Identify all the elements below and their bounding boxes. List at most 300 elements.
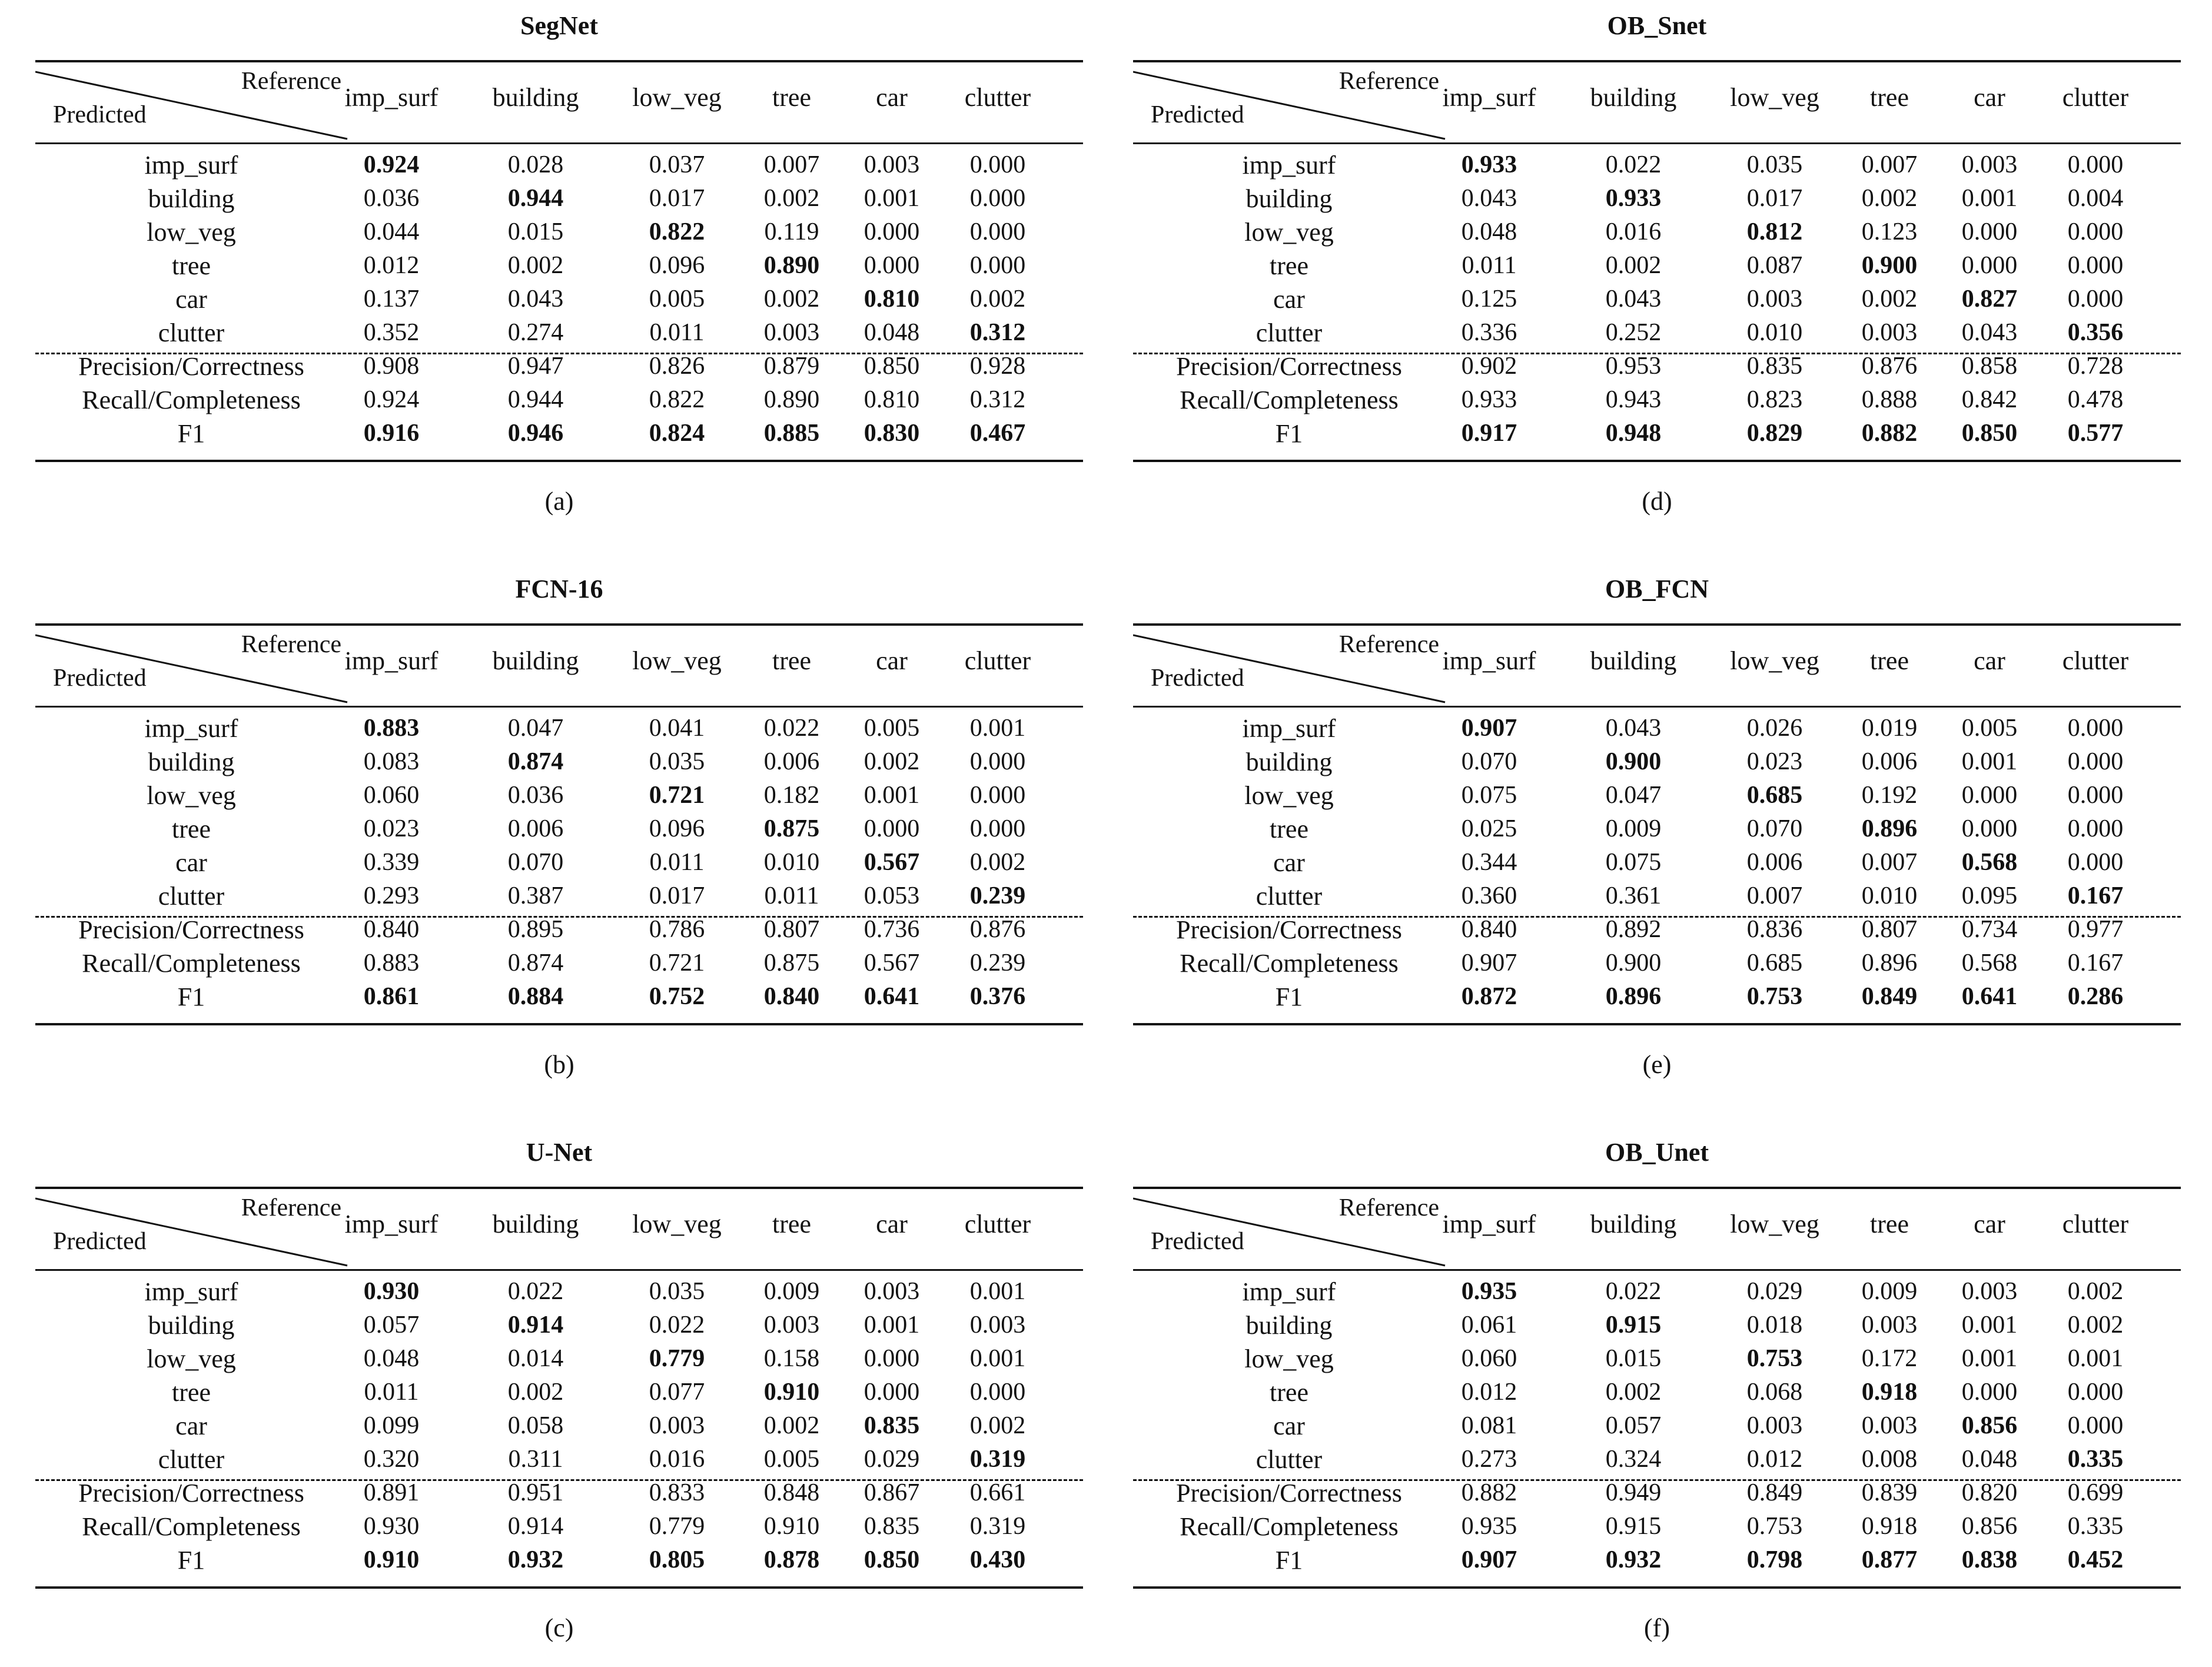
metric-row-label: F1 xyxy=(177,982,205,1011)
table-cell: 0.043 xyxy=(1605,285,1662,313)
table-cell: 0.000 xyxy=(969,151,1026,178)
table-cell: 0.577 xyxy=(2067,420,2124,447)
table-cell: 0.861 xyxy=(363,983,420,1010)
table-cell: 0.004 xyxy=(2067,185,2124,212)
table-cell: 0.002 xyxy=(507,252,564,279)
matrix-row-label: imp_surf xyxy=(144,151,238,180)
header-rule xyxy=(35,142,1083,144)
table-cell: 0.016 xyxy=(1605,218,1662,245)
panel-title: FCN-16 xyxy=(515,575,603,603)
panel-caption: (b) xyxy=(544,1050,574,1079)
table-cell: 0.892 xyxy=(1605,916,1662,943)
panel-caption: (e) xyxy=(1642,1050,1672,1079)
table-cell: 0.025 xyxy=(1461,815,1517,842)
table-cell: 0.835 xyxy=(1746,353,1803,380)
table-cell: 0.043 xyxy=(1605,715,1662,742)
table-cell: 0.335 xyxy=(2067,1513,2124,1540)
table-cell: 0.000 xyxy=(1961,1379,2018,1406)
panel-title: OB_Snet xyxy=(1607,11,1707,40)
panel-caption: (a) xyxy=(544,487,574,516)
table-cell: 0.822 xyxy=(649,218,705,245)
metric-row-label: Recall/Completeness xyxy=(82,386,301,414)
table-cell: 0.850 xyxy=(1961,420,2018,447)
table-cell: 0.807 xyxy=(1861,916,1918,943)
table-cell: 0.000 xyxy=(2067,252,2124,279)
matrix-row-label: car xyxy=(175,285,207,314)
table-cell: 0.779 xyxy=(649,1513,705,1540)
table-cell: 0.933 xyxy=(1461,386,1517,413)
table-cell: 0.099 xyxy=(363,1412,420,1439)
dashed-separator xyxy=(35,1479,1083,1481)
metric-row-label: Recall/Completeness xyxy=(82,1512,301,1541)
column-header: imp_surf xyxy=(344,83,439,112)
metric-row-label: Precision/Correctness xyxy=(1176,915,1402,944)
table-cell: 0.002 xyxy=(863,748,920,775)
table-cell: 0.083 xyxy=(363,748,420,775)
table-cell: 0.006 xyxy=(1746,849,1803,876)
table-cell: 0.016 xyxy=(649,1446,705,1473)
matrix-row-label: low_veg xyxy=(147,1344,236,1373)
table-cell: 0.826 xyxy=(649,353,705,380)
table-cell: 0.002 xyxy=(969,849,1026,876)
table-cell: 0.910 xyxy=(763,1379,820,1406)
panel-title: U-Net xyxy=(526,1138,593,1167)
table-cell: 0.877 xyxy=(1861,1546,1918,1573)
column-header: clutter xyxy=(2062,1210,2129,1238)
matrix-row-label: building xyxy=(148,748,235,776)
column-header: low_veg xyxy=(1730,83,1819,112)
table-cell: 0.882 xyxy=(1861,420,1918,447)
table-cell: 0.001 xyxy=(863,1311,920,1339)
table-cell: 0.856 xyxy=(1961,1513,2018,1540)
table-cell: 0.286 xyxy=(2067,983,2124,1010)
table-cell: 0.011 xyxy=(764,882,819,909)
table-cell: 0.336 xyxy=(1461,319,1517,346)
table-cell: 0.977 xyxy=(2067,916,2124,943)
table-cell: 0.001 xyxy=(1961,1311,2018,1339)
table-cell: 0.002 xyxy=(1861,285,1918,313)
table-cell: 0.721 xyxy=(649,949,705,977)
table-cell: 0.018 xyxy=(1746,1311,1803,1339)
table-cell: 0.452 xyxy=(2067,1546,2124,1573)
table-cell: 0.890 xyxy=(763,386,820,413)
table-cell: 0.878 xyxy=(763,1546,820,1573)
table-cell: 0.037 xyxy=(649,151,705,178)
table-cell: 0.932 xyxy=(1605,1546,1662,1573)
table-cell: 0.058 xyxy=(507,1412,564,1439)
table-cell: 0.001 xyxy=(863,185,920,212)
table-cell: 0.044 xyxy=(363,218,420,245)
table-cell: 0.849 xyxy=(1861,983,1918,1010)
table-cell: 0.000 xyxy=(863,1345,920,1372)
table-cell: 0.000 xyxy=(2067,151,2124,178)
matrix-row-label: clutter xyxy=(1256,1445,1323,1474)
table-cell: 0.883 xyxy=(363,715,420,742)
table-cell: 0.344 xyxy=(1461,849,1517,876)
table-cell: 0.896 xyxy=(1861,815,1918,842)
table-cell: 0.930 xyxy=(363,1278,420,1305)
matrix-row-label: low_veg xyxy=(1244,218,1334,247)
table-cell: 0.914 xyxy=(507,1513,564,1540)
column-header: tree xyxy=(772,83,811,112)
table-cell: 0.002 xyxy=(1605,1379,1662,1406)
table-cell: 0.858 xyxy=(1961,353,2018,380)
table-cell: 0.023 xyxy=(363,815,420,842)
table-cell: 0.003 xyxy=(1961,151,2018,178)
dashed-separator xyxy=(35,916,1083,918)
table-cell: 0.123 xyxy=(1861,218,1918,245)
matrix-row-label: car xyxy=(1273,1412,1305,1440)
table-cell: 0.003 xyxy=(1961,1278,2018,1305)
table-cell: 0.896 xyxy=(1605,983,1662,1010)
table-cell: 0.779 xyxy=(649,1345,705,1372)
predicted-label: Predicted xyxy=(53,101,147,128)
table-cell: 0.012 xyxy=(1461,1379,1517,1406)
table-cell: 0.900 xyxy=(1861,252,1918,279)
table-cell: 0.043 xyxy=(1961,319,2018,346)
bottom-rule xyxy=(1133,460,2181,462)
matrix-row-label: car xyxy=(175,1412,207,1440)
table-cell: 0.360 xyxy=(1461,882,1517,909)
table-cell: 0.734 xyxy=(1961,916,2018,943)
table-cell: 0.000 xyxy=(2067,218,2124,245)
column-header: car xyxy=(876,1210,908,1238)
table-cell: 0.022 xyxy=(507,1278,564,1305)
table-cell: 0.876 xyxy=(969,916,1026,943)
header-rule xyxy=(35,1269,1083,1271)
table-cell: 0.874 xyxy=(507,748,564,775)
table-cell: 0.661 xyxy=(969,1479,1026,1506)
table-panel xyxy=(1133,574,2181,1104)
table-cell: 0.953 xyxy=(1605,353,1662,380)
table-cell: 0.884 xyxy=(507,983,564,1010)
panel-title: SegNet xyxy=(520,11,598,40)
table-cell: 0.827 xyxy=(1961,285,2018,313)
table-cell: 0.095 xyxy=(1961,882,2018,909)
table-cell: 0.068 xyxy=(1746,1379,1803,1406)
table-cell: 0.918 xyxy=(1861,1379,1918,1406)
metric-row-label: Precision/Correctness xyxy=(78,1479,304,1507)
column-header: clutter xyxy=(2062,83,2129,112)
table-cell: 0.335 xyxy=(2067,1446,2124,1473)
table-cell: 0.002 xyxy=(969,285,1026,313)
table-cell: 0.000 xyxy=(2067,285,2124,313)
table-cell: 0.057 xyxy=(363,1311,420,1339)
bottom-rule xyxy=(35,460,1083,462)
table-cell: 0.943 xyxy=(1605,386,1662,413)
table-cell: 0.048 xyxy=(863,319,920,346)
table-cell: 0.006 xyxy=(763,748,820,775)
table-cell: 0.011 xyxy=(1462,252,1517,279)
matrix-row-label: clutter xyxy=(1256,318,1323,347)
table-cell: 0.239 xyxy=(969,882,1026,909)
table-cell: 0.060 xyxy=(1461,1345,1517,1372)
table-cell: 0.946 xyxy=(507,420,564,447)
table-cell: 0.567 xyxy=(863,849,920,876)
table-cell: 0.007 xyxy=(763,151,820,178)
table-cell: 0.000 xyxy=(1961,782,2018,809)
table-cell: 0.125 xyxy=(1461,285,1517,313)
header-rule xyxy=(1133,1269,2181,1271)
table-cell: 0.000 xyxy=(1961,218,2018,245)
dashed-separator xyxy=(1133,353,2181,354)
table-cell: 0.043 xyxy=(507,285,564,313)
column-header: clutter xyxy=(964,1210,1031,1238)
table-cell: 0.011 xyxy=(364,1379,419,1406)
matrix-row-label: imp_surf xyxy=(144,1277,238,1306)
table-cell: 0.820 xyxy=(1961,1479,2018,1506)
column-header: low_veg xyxy=(1730,646,1819,675)
header-rule xyxy=(1133,142,2181,144)
predicted-label: Predicted xyxy=(53,1228,147,1255)
table-cell: 0.009 xyxy=(1861,1278,1918,1305)
table-cell: 0.916 xyxy=(363,420,420,447)
table-cell: 0.002 xyxy=(2067,1311,2124,1339)
matrix-row-label: tree xyxy=(172,1378,211,1407)
table-cell: 0.849 xyxy=(1746,1479,1803,1506)
table-cell: 0.000 xyxy=(969,185,1026,212)
table-cell: 0.000 xyxy=(863,252,920,279)
table-cell: 0.933 xyxy=(1461,151,1517,178)
table-cell: 0.850 xyxy=(863,353,920,380)
column-header: imp_surf xyxy=(1442,1210,1536,1238)
table-cell: 0.000 xyxy=(863,815,920,842)
table-cell: 0.900 xyxy=(1605,949,1662,977)
matrix-row-label: clutter xyxy=(158,1445,225,1474)
table-cell: 0.467 xyxy=(969,420,1026,447)
table-cell: 0.000 xyxy=(969,252,1026,279)
table-cell: 0.917 xyxy=(1461,420,1517,447)
column-header: building xyxy=(492,646,579,675)
table-cell: 0.810 xyxy=(863,285,920,313)
table-cell: 0.798 xyxy=(1746,1546,1803,1573)
bottom-rule xyxy=(1133,1586,2181,1589)
table-cell: 0.324 xyxy=(1605,1446,1662,1473)
table-cell: 0.002 xyxy=(763,1412,820,1439)
table-cell: 0.035 xyxy=(649,748,705,775)
table-cell: 0.003 xyxy=(969,1311,1026,1339)
matrix-row-label: clutter xyxy=(158,318,225,347)
table-cell: 0.023 xyxy=(1746,748,1803,775)
table-cell: 0.833 xyxy=(649,1479,705,1506)
table-cell: 0.842 xyxy=(1961,386,2018,413)
matrix-row-label: clutter xyxy=(158,882,225,911)
metric-row-label: Recall/Completeness xyxy=(1180,949,1399,978)
table-cell: 0.875 xyxy=(763,949,820,977)
table-cell: 0.026 xyxy=(1746,715,1803,742)
table-cell: 0.908 xyxy=(363,353,420,380)
column-header: car xyxy=(1974,646,2005,675)
column-header: car xyxy=(876,646,908,675)
table-cell: 0.376 xyxy=(969,983,1026,1010)
table-cell: 0.001 xyxy=(1961,748,2018,775)
table-cell: 0.000 xyxy=(1961,815,2018,842)
table-cell: 0.430 xyxy=(969,1546,1026,1573)
table-cell: 0.907 xyxy=(1461,949,1517,977)
table-cell: 0.036 xyxy=(507,782,564,809)
table-cell: 0.005 xyxy=(763,1446,820,1473)
table-cell: 0.053 xyxy=(863,882,920,909)
metric-row-label: Precision/Correctness xyxy=(1176,1479,1402,1507)
table-cell: 0.003 xyxy=(763,1311,820,1339)
column-header: tree xyxy=(1870,1210,1909,1238)
table-cell: 0.035 xyxy=(649,1278,705,1305)
table-cell: 0.835 xyxy=(863,1412,920,1439)
table-cell: 0.840 xyxy=(363,916,420,943)
table-cell: 0.009 xyxy=(763,1278,820,1305)
table-cell: 0.075 xyxy=(1461,782,1517,809)
table-cell: 0.924 xyxy=(363,151,420,178)
column-header: tree xyxy=(1870,83,1909,112)
table-cell: 0.753 xyxy=(1746,983,1803,1010)
table-cell: 0.005 xyxy=(649,285,705,313)
metric-row-label: F1 xyxy=(1275,419,1303,448)
table-cell: 0.895 xyxy=(507,916,564,943)
table-panel xyxy=(1133,11,2181,540)
table-cell: 0.000 xyxy=(863,218,920,245)
table-cell: 0.840 xyxy=(1461,916,1517,943)
column-header: building xyxy=(492,1210,579,1238)
table-cell: 0.930 xyxy=(363,1513,420,1540)
panel-title: OB_Unet xyxy=(1605,1138,1709,1167)
table-cell: 0.017 xyxy=(649,882,705,909)
table-cell: 0.839 xyxy=(1861,1479,1918,1506)
predicted-label: Predicted xyxy=(1151,1228,1244,1255)
table-cell: 0.005 xyxy=(1961,715,2018,742)
table-cell: 0.822 xyxy=(649,386,705,413)
table-cell: 0.752 xyxy=(649,983,705,1010)
table-cell: 0.137 xyxy=(363,285,420,313)
table-cell: 0.119 xyxy=(764,218,819,245)
column-header: clutter xyxy=(964,646,1031,675)
table-cell: 0.005 xyxy=(863,715,920,742)
reference-label: Reference xyxy=(1339,68,1439,95)
table-cell: 0.000 xyxy=(2067,815,2124,842)
table-cell: 0.002 xyxy=(1605,252,1662,279)
table-cell: 0.900 xyxy=(1605,748,1662,775)
predicted-label: Predicted xyxy=(1151,665,1244,692)
table-cell: 0.081 xyxy=(1461,1412,1517,1439)
table-cell: 0.002 xyxy=(763,285,820,313)
metric-row-label: F1 xyxy=(177,419,205,448)
table-cell: 0.003 xyxy=(1746,1412,1803,1439)
table-cell: 0.867 xyxy=(863,1479,920,1506)
table-cell: 0.047 xyxy=(507,715,564,742)
table-cell: 0.000 xyxy=(2067,748,2124,775)
table-cell: 0.810 xyxy=(863,386,920,413)
dashed-separator xyxy=(35,353,1083,354)
table-cell: 0.001 xyxy=(969,1278,1026,1305)
table-cell: 0.000 xyxy=(2067,1379,2124,1406)
reference-label: Reference xyxy=(241,631,341,658)
table-cell: 0.070 xyxy=(1461,748,1517,775)
table-cell: 0.028 xyxy=(507,151,564,178)
bottom-rule xyxy=(35,1023,1083,1025)
table-cell: 0.252 xyxy=(1605,319,1662,346)
table-cell: 0.010 xyxy=(1746,319,1803,346)
panel-title: OB_FCN xyxy=(1605,575,1709,603)
table-cell: 0.047 xyxy=(1605,782,1662,809)
metric-row-label: F1 xyxy=(177,1546,205,1575)
table-cell: 0.015 xyxy=(507,218,564,245)
table-cell: 0.029 xyxy=(863,1446,920,1473)
table-cell: 0.924 xyxy=(363,386,420,413)
matrix-row-label: clutter xyxy=(1256,882,1323,911)
matrix-row-label: building xyxy=(1246,1311,1333,1340)
matrix-row-label: building xyxy=(148,184,235,213)
bottom-rule xyxy=(35,1586,1083,1589)
table-cell: 0.002 xyxy=(763,185,820,212)
table-cell: 0.875 xyxy=(763,815,820,842)
table-cell: 0.017 xyxy=(649,185,705,212)
reference-label: Reference xyxy=(241,68,341,95)
table-cell: 0.000 xyxy=(2067,782,2124,809)
table-cell: 0.888 xyxy=(1861,386,1918,413)
table-cell: 0.022 xyxy=(1605,151,1662,178)
column-header: building xyxy=(1590,1210,1677,1238)
table-cell: 0.568 xyxy=(1961,949,2018,977)
header-rule xyxy=(1133,706,2181,708)
column-header: car xyxy=(1974,1210,2005,1238)
table-cell: 0.075 xyxy=(1605,849,1662,876)
table-cell: 0.948 xyxy=(1605,420,1662,447)
table-cell: 0.830 xyxy=(863,420,920,447)
table-cell: 0.293 xyxy=(363,882,420,909)
table-cell: 0.002 xyxy=(969,1412,1026,1439)
reference-label: Reference xyxy=(1339,1194,1439,1221)
table-cell: 0.029 xyxy=(1746,1278,1803,1305)
table-cell: 0.011 xyxy=(649,319,705,346)
matrix-row-label: car xyxy=(175,848,207,877)
table-cell: 0.883 xyxy=(363,949,420,977)
table-cell: 0.057 xyxy=(1605,1412,1662,1439)
table-cell: 0.001 xyxy=(1961,1345,2018,1372)
table-cell: 0.356 xyxy=(2067,319,2124,346)
table-cell: 0.000 xyxy=(2067,1412,2124,1439)
matrix-row-label: tree xyxy=(172,815,211,844)
table-cell: 0.022 xyxy=(1605,1278,1662,1305)
matrix-row-label: building xyxy=(148,1311,235,1340)
table-cell: 0.007 xyxy=(1746,882,1803,909)
table-cell: 0.312 xyxy=(969,386,1026,413)
table-cell: 0.000 xyxy=(1961,252,2018,279)
table-cell: 0.915 xyxy=(1605,1311,1662,1339)
dashed-separator xyxy=(1133,1479,2181,1481)
header-rule xyxy=(35,706,1083,708)
table-cell: 0.274 xyxy=(507,319,564,346)
predicted-label: Predicted xyxy=(53,665,147,692)
table-cell: 0.000 xyxy=(2067,849,2124,876)
table-cell: 0.944 xyxy=(507,386,564,413)
column-header: low_veg xyxy=(632,646,722,675)
predicted-label: Predicted xyxy=(1151,101,1244,128)
table-cell: 0.014 xyxy=(507,1345,564,1372)
column-header: low_veg xyxy=(632,83,722,112)
column-header: clutter xyxy=(964,83,1031,112)
table-cell: 0.311 xyxy=(508,1446,563,1473)
table-cell: 0.728 xyxy=(2067,353,2124,380)
table-cell: 0.949 xyxy=(1605,1479,1662,1506)
table-cell: 0.001 xyxy=(863,782,920,809)
table-panel xyxy=(35,11,1083,540)
dashed-separator xyxy=(1133,916,2181,918)
table-cell: 0.000 xyxy=(969,815,1026,842)
table-cell: 0.933 xyxy=(1605,185,1662,212)
column-header: tree xyxy=(1870,646,1909,675)
table-cell: 0.805 xyxy=(649,1546,705,1573)
table-cell: 0.876 xyxy=(1861,353,1918,380)
table-cell: 0.003 xyxy=(1746,285,1803,313)
